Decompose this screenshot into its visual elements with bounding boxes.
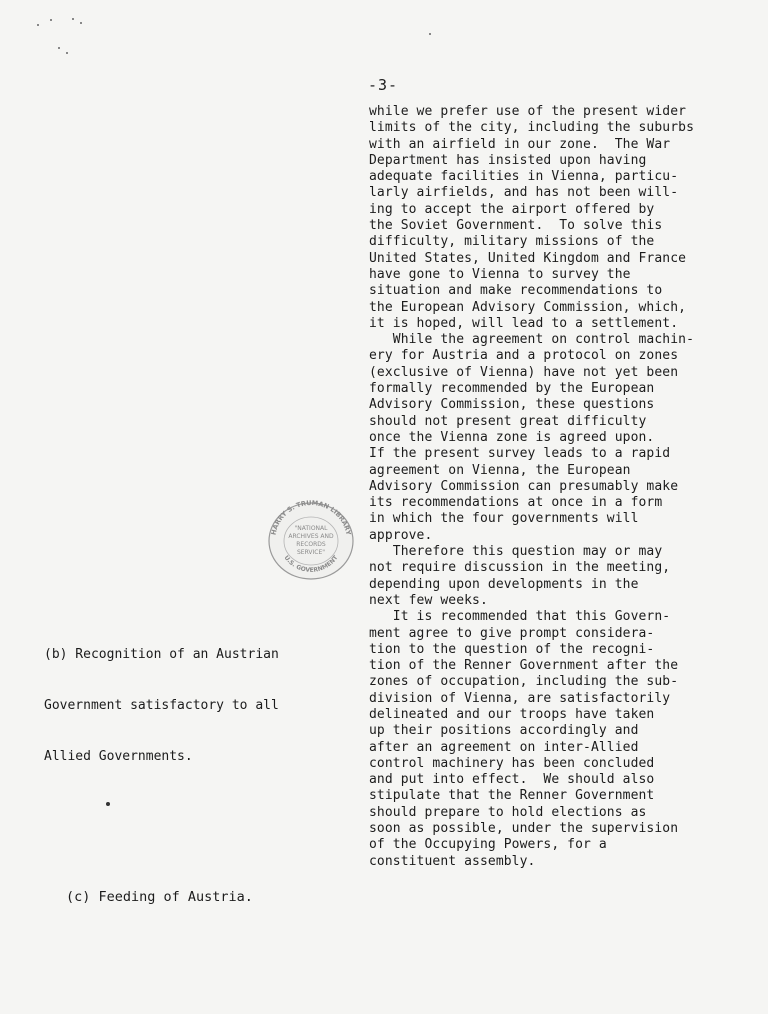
text-line: While the agreement on control machin- bbox=[369, 332, 694, 348]
text-line: next few weeks. bbox=[369, 592, 488, 608]
text-line: its recommendations at once in a form bbox=[369, 495, 663, 511]
main-text-column bbox=[369, 104, 765, 870]
side-heading-line: Government satisfactory to all bbox=[44, 698, 279, 713]
text-line: division of Vienna, are satisfactorily bbox=[369, 690, 671, 706]
speck-mark bbox=[37, 24, 39, 26]
text-line: adequate facilities in Vienna, particu- bbox=[369, 169, 679, 185]
text-line: the Soviet Government. To solve this bbox=[369, 218, 663, 234]
stamp-center-line: RECORDS bbox=[296, 541, 326, 548]
stamp-arc-top-text: HARRY S. TRUMAN LIBRARY bbox=[269, 498, 353, 536]
speck-mark bbox=[58, 47, 60, 49]
text-line: larly airfields, and has not been will- bbox=[369, 185, 679, 201]
text-line: while we prefer use of the present wider bbox=[369, 104, 687, 119]
text-line: once the Vienna zone is agreed upon. bbox=[369, 429, 655, 445]
speck-mark bbox=[429, 33, 431, 35]
stamp-arc-bottom-text: U.S. GOVERNMENT bbox=[282, 554, 340, 574]
text-line: difficulty, military missions of the bbox=[369, 234, 655, 250]
text-line: agreement on Vienna, the European bbox=[369, 462, 631, 478]
text-line: formally recommended by the European bbox=[369, 381, 655, 397]
side-heading-line: Allied Governments. bbox=[44, 749, 193, 764]
text-line: soon as possible, under the supervision bbox=[369, 821, 679, 837]
text-line: limits of the city, including the suburbs bbox=[369, 120, 694, 136]
text-line: Advisory Commission can presumably make bbox=[369, 478, 679, 494]
side-heading-b bbox=[44, 612, 279, 799]
text-line: after an agreement on inter-Allied bbox=[369, 739, 639, 755]
text-line: delineated and our troops have taken bbox=[369, 706, 655, 722]
text-line: of the Occupying Powers, for a bbox=[369, 837, 607, 853]
text-line: zones of occupation, including the sub- bbox=[369, 674, 679, 690]
text-line: ing to accept the airport offered by bbox=[369, 201, 655, 217]
text-line: tion of the Renner Government after the bbox=[369, 658, 679, 674]
speck-mark bbox=[72, 18, 74, 20]
text-line: Advisory Commission, these questions bbox=[369, 397, 655, 413]
text-line: up their positions accordingly and bbox=[369, 723, 639, 739]
text-line: should not present great difficulty bbox=[369, 413, 647, 429]
text-line: not require discussion in the meeting, bbox=[369, 560, 671, 576]
stamp-center-line: "NATIONAL bbox=[294, 525, 328, 532]
text-line: constituent assembly. bbox=[369, 853, 536, 869]
text-line: approve. bbox=[369, 527, 433, 543]
text-line: If the present survey leads to a rapid bbox=[369, 446, 671, 462]
text-line: Therefore this question may or may bbox=[369, 544, 663, 560]
text-line: United States, United Kingdom and France bbox=[369, 250, 687, 266]
text-line: ery for Austria and a protocol on zones bbox=[369, 348, 679, 364]
text-line: It is recommended that this Govern- bbox=[369, 609, 671, 625]
text-line: (exclusive of Vienna) have not yet been bbox=[369, 364, 679, 380]
archive-stamp bbox=[265, 497, 357, 581]
side-heading-line: (b) Recognition of an Austrian bbox=[44, 647, 279, 662]
speck-mark bbox=[50, 19, 52, 21]
text-line: should prepare to hold elections as bbox=[369, 804, 647, 820]
text-line: ment agree to give prompt considera- bbox=[369, 625, 655, 641]
speck-mark bbox=[106, 802, 110, 806]
text-line: the European Advisory Commission, which, bbox=[369, 299, 687, 315]
page-number: -3- bbox=[368, 76, 399, 94]
speck-mark bbox=[66, 52, 68, 54]
text-line: it is hoped, will lead to a settlement. bbox=[369, 315, 679, 331]
stamp-center-line: ARCHIVES AND bbox=[288, 533, 334, 540]
speck-mark bbox=[80, 22, 82, 24]
text-line: control machinery has been concluded bbox=[369, 755, 655, 771]
text-line: depending upon developments in the bbox=[369, 576, 639, 592]
stamp-center-line: SERVICE" bbox=[296, 549, 326, 556]
text-line: stipulate that the Renner Government bbox=[369, 788, 655, 804]
text-line: and put into effect. We should also bbox=[369, 772, 655, 788]
text-line: situation and make recommendations to bbox=[369, 283, 663, 299]
text-line: with an airfield in our zone. The War bbox=[369, 136, 671, 152]
text-line: Department has insisted upon having bbox=[369, 152, 647, 168]
text-line: in which the four governments will bbox=[369, 511, 639, 527]
side-heading-c: (c) Feeding of Austria. bbox=[66, 889, 253, 905]
text-line: tion to the question of the recogni- bbox=[369, 641, 655, 657]
text-line: have gone to Vienna to survey the bbox=[369, 266, 631, 282]
